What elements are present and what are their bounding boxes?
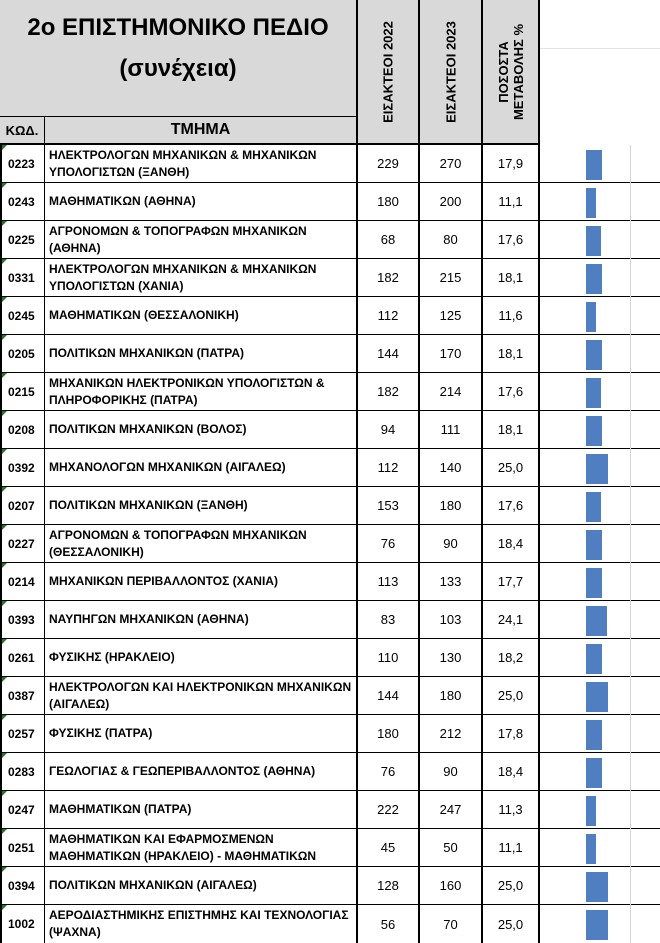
row-code: 0223: [0, 145, 45, 182]
row-bar-cell: [540, 753, 660, 790]
row-code: 0208: [0, 411, 45, 448]
row-bar-cell: [540, 221, 660, 258]
chart-gridline: [630, 601, 631, 639]
table-row: [0, 145, 660, 183]
row-change-percent: 18,1: [483, 411, 540, 448]
row-admitted-2023: 50: [420, 829, 483, 866]
change-bar: [586, 872, 608, 902]
row-admitted-2022: 112: [358, 297, 420, 334]
row-admitted-2023: 160: [420, 867, 483, 904]
chart-gridline: [630, 791, 631, 829]
table-body: [0, 145, 660, 943]
row-admitted-2022: 128: [358, 867, 420, 904]
table-row: [0, 221, 660, 259]
row-code: 0245: [0, 297, 45, 334]
change-bar: [586, 340, 602, 370]
row-code: 0392: [0, 449, 45, 486]
chart-gridline: [630, 335, 631, 373]
row-code: 0283: [0, 753, 45, 790]
column-header-2023: [420, 0, 483, 145]
chart-gridline: [630, 715, 631, 753]
row-change-percent: 18,1: [483, 259, 540, 296]
row-admitted-2023: 130: [420, 639, 483, 676]
row-department: ΑΕΡΟΔΙΑΣΤΗΜΙΚΗΣ ΕΠΙΣΤΗΜΗΣ ΚΑΙ ΤΕΧΝΟΛΟΓΙΑΣ (ΨΑΧΝΑ): [45, 905, 358, 943]
row-bar-cell: [540, 791, 660, 828]
change-bar: [586, 150, 602, 180]
row-department: ΠΟΛΙΤΙΚΩΝ ΜΗΧΑΝΙΚΩΝ (ΑΙΓΑΛΕΩ): [45, 867, 358, 904]
row-admitted-2022: 144: [358, 677, 420, 714]
chart-gridline: [630, 867, 631, 905]
row-change-percent: 24,1: [483, 601, 540, 638]
row-department: ΠΟΛΙΤΙΚΩΝ ΜΗΧΑΝΙΚΩΝ (ΠΑΤΡΑ): [45, 335, 358, 372]
row-department: ΜΑΘΗΜΑΤΙΚΩΝ (ΘΕΣΣΑΛΟΝΙΚΗ): [45, 297, 358, 334]
row-admitted-2022: 229: [358, 145, 420, 182]
row-admitted-2022: 76: [358, 753, 420, 790]
table-row: [0, 373, 660, 411]
table-row: [0, 867, 660, 905]
change-bar: [586, 454, 608, 484]
table-row: [0, 183, 660, 221]
chart-gridline: [630, 639, 631, 677]
row-department: ΜΑΘΗΜΑΤΙΚΩΝ (ΠΑΤΡΑ): [45, 791, 358, 828]
table-row: [0, 639, 660, 677]
row-admitted-2022: 180: [358, 715, 420, 752]
row-code: 0214: [0, 563, 45, 600]
chart-gridline: [630, 677, 631, 715]
row-admitted-2023: 133: [420, 563, 483, 600]
row-department: ΜΑΘΗΜΑΤΙΚΩΝ (ΑΘΗΝΑ): [45, 183, 358, 220]
row-change-percent: 11,1: [483, 829, 540, 866]
change-label-line-1: ΠΟΣΟΣΤΑ: [495, 41, 511, 103]
row-bar-cell: [540, 183, 660, 220]
row-department: ΜΗΧΑΝΙΚΩΝ ΠΕΡΙΒΑΛΛΟΝΤΟΣ (ΧΑΝΙΑ): [45, 563, 358, 600]
column-header-code: ΚΩΔ.: [0, 117, 45, 145]
change-bar: [586, 302, 596, 332]
row-admitted-2022: 83: [358, 601, 420, 638]
change-bar: [586, 378, 601, 408]
row-code: 0243: [0, 183, 45, 220]
row-admitted-2023: 111: [420, 411, 483, 448]
row-change-percent: 17,6: [483, 221, 540, 258]
row-bar-cell: [540, 373, 660, 410]
row-bar-cell: [540, 677, 660, 714]
table-row: [0, 715, 660, 753]
row-admitted-2022: 222: [358, 791, 420, 828]
row-bar-cell: [540, 829, 660, 866]
row-bar-cell: [540, 411, 660, 448]
title-line-2: (συνέχεια): [119, 55, 237, 82]
change-bar: [586, 530, 602, 560]
change-bar: [586, 796, 596, 826]
row-change-percent: 25,0: [483, 449, 540, 486]
table-row: [0, 487, 660, 525]
row-bar-cell: [540, 905, 660, 942]
row-admitted-2023: 103: [420, 601, 483, 638]
row-code: 0225: [0, 221, 45, 258]
change-bar: [586, 492, 601, 522]
chart-gridline: [630, 373, 631, 411]
row-code: 0251: [0, 829, 45, 866]
row-department: ΠΟΛΙΤΙΚΩΝ ΜΗΧΑΝΙΚΩΝ (ΞΑΝΘΗ): [45, 487, 358, 524]
row-code: 1002: [0, 905, 45, 943]
row-change-percent: 11,1: [483, 183, 540, 220]
change-bar: [586, 416, 602, 446]
row-admitted-2023: 70: [420, 905, 483, 943]
chart-gridline: [630, 563, 631, 601]
column-header-department: ΤΜΗΜΑ: [45, 117, 358, 145]
chart-gridline: [630, 297, 631, 335]
row-change-percent: 18,1: [483, 335, 540, 372]
row-bar-cell: [540, 715, 660, 752]
row-code: 0215: [0, 373, 45, 410]
table-row: [0, 449, 660, 487]
row-code: 0247: [0, 791, 45, 828]
row-admitted-2023: 212: [420, 715, 483, 752]
chart-header-area: [540, 0, 660, 145]
row-change-percent: 18,4: [483, 525, 540, 562]
row-change-percent: 25,0: [483, 677, 540, 714]
table-row: [0, 829, 660, 867]
row-bar-cell: [540, 487, 660, 524]
change-bar: [586, 606, 607, 636]
change-bar: [586, 834, 596, 864]
table-title: [0, 0, 358, 117]
row-admitted-2023: 270: [420, 145, 483, 182]
row-bar-cell: [540, 563, 660, 600]
row-bar-cell: [540, 601, 660, 638]
chart-gridline: [630, 449, 631, 487]
row-department: ΦΥΣΙΚΗΣ (ΠΑΤΡΑ): [45, 715, 358, 752]
row-admitted-2023: 180: [420, 677, 483, 714]
change-bar: [586, 758, 602, 788]
change-bar: [586, 568, 602, 598]
table-row: [0, 791, 660, 829]
row-code: 0261: [0, 639, 45, 676]
row-bar-cell: [540, 639, 660, 676]
row-admitted-2022: 94: [358, 411, 420, 448]
row-department: ΜΗΧΑΝΟΛΟΓΩΝ ΜΗΧΑΝΙΚΩΝ (ΑΙΓΑΛΕΩ): [45, 449, 358, 486]
chart-gridline: [630, 221, 631, 259]
table-row: [0, 525, 660, 563]
row-bar-cell: [540, 145, 660, 182]
title-line-1: 2ο ΕΠΙΣΤΗΜΟΝΙΚΟ ΠΕΔΙΟ: [27, 14, 329, 41]
row-admitted-2022: 110: [358, 639, 420, 676]
column-header-change-label: [496, 24, 526, 120]
row-department: ΜΑΘΗΜΑΤΙΚΩΝ ΚΑΙ ΕΦΑΡΜΟΣΜΕΝΩΝ ΜΑΘΗΜΑΤΙΚΩΝ (ΗΡΑΚΛΕΙΟ) - ΜΑΘΗΜΑΤΙΚΩΝ: [45, 829, 358, 866]
row-department: ΜΗΧΑΝΙΚΩΝ ΗΛΕΚΤΡΟΝΙΚΩΝ ΥΠΟΛΟΓΙΣΤΩΝ & ΠΛΗΡΟΦΟΡΙΚΗΣ (ΠΑΤΡΑ): [45, 373, 358, 410]
row-admitted-2023: 214: [420, 373, 483, 410]
row-department: ΗΛΕΚΤΡΟΛΟΓΩΝ ΚΑΙ ΗΛΕΚΤΡΟΝΙΚΩΝ ΜΗΧΑΝΙΚΩΝ (ΑΙΓΑΛΕΩ): [45, 677, 358, 714]
row-admitted-2023: 200: [420, 183, 483, 220]
row-code: 0387: [0, 677, 45, 714]
chart-gridline: [630, 905, 631, 943]
table-row: [0, 677, 660, 715]
column-header-2023-label: ΕΙΣΑΚΤΕΟΙ 2023: [443, 21, 458, 123]
chart-gridline: [630, 183, 631, 221]
row-change-percent: 18,4: [483, 753, 540, 790]
row-code: 0394: [0, 867, 45, 904]
row-admitted-2023: 90: [420, 525, 483, 562]
row-change-percent: 18,2: [483, 639, 540, 676]
row-bar-cell: [540, 335, 660, 372]
change-bar: [586, 910, 608, 940]
row-department: ΑΓΡΟΝΟΜΩΝ & ΤΟΠΟΓΡΑΦΩΝ ΜΗΧΑΝΙΚΩΝ (ΑΘΗΝΑ): [45, 221, 358, 258]
row-change-percent: 11,3: [483, 791, 540, 828]
row-admitted-2023: 125: [420, 297, 483, 334]
row-bar-cell: [540, 449, 660, 486]
row-department: ΠΟΛΙΤΙΚΩΝ ΜΗΧΑΝΙΚΩΝ (ΒΟΛΟΣ): [45, 411, 358, 448]
row-change-percent: 25,0: [483, 905, 540, 943]
chart-gridline: [630, 829, 631, 867]
change-bar: [586, 264, 602, 294]
row-admitted-2022: 68: [358, 221, 420, 258]
row-change-percent: 17,8: [483, 715, 540, 752]
row-department: ΗΛΕΚΤΡΟΛΟΓΩΝ ΜΗΧΑΝΙΚΩΝ & ΜΗΧΑΝΙΚΩΝ ΥΠΟΛΟΓΙΣΤΩΝ (ΧΑΝΙΑ): [45, 259, 358, 296]
row-admitted-2023: 215: [420, 259, 483, 296]
change-bar: [586, 226, 601, 256]
row-admitted-2023: 140: [420, 449, 483, 486]
table-row: [0, 563, 660, 601]
table-row: [0, 601, 660, 639]
chart-gridline: [630, 411, 631, 449]
row-bar-cell: [540, 525, 660, 562]
table-row: [0, 905, 660, 943]
row-admitted-2022: 113: [358, 563, 420, 600]
table-row: [0, 411, 660, 449]
change-bar: [586, 644, 602, 674]
row-admitted-2023: 247: [420, 791, 483, 828]
chart-gridline: [630, 525, 631, 563]
row-code: 0207: [0, 487, 45, 524]
row-department: ΓΕΩΛΟΓΙΑΣ & ΓΕΩΠΕΡΙΒΑΛΛΟΝΤΟΣ (ΑΘΗΝΑ): [45, 753, 358, 790]
row-admitted-2022: 56: [358, 905, 420, 943]
table-row: [0, 335, 660, 373]
row-admitted-2023: 90: [420, 753, 483, 790]
row-change-percent: 17,6: [483, 373, 540, 410]
row-admitted-2022: 180: [358, 183, 420, 220]
row-admitted-2023: 80: [420, 221, 483, 258]
row-code: 0331: [0, 259, 45, 296]
row-code: 0257: [0, 715, 45, 752]
chart-gridline: [540, 48, 660, 49]
row-admitted-2022: 182: [358, 373, 420, 410]
change-bar: [586, 188, 596, 218]
row-department: ΝΑΥΠΗΓΩΝ ΜΗΧΑΝΙΚΩΝ (ΑΘΗΝΑ): [45, 601, 358, 638]
chart-gridline: [630, 487, 631, 525]
row-admitted-2022: 76: [358, 525, 420, 562]
row-admitted-2022: 153: [358, 487, 420, 524]
row-admitted-2023: 170: [420, 335, 483, 372]
table-row: [0, 753, 660, 791]
row-admitted-2022: 112: [358, 449, 420, 486]
row-bar-cell: [540, 259, 660, 296]
change-bar: [586, 720, 602, 750]
column-header-change: [483, 0, 540, 145]
row-department: ΦΥΣΙΚΗΣ (ΗΡΑΚΛΕΙΟ): [45, 639, 358, 676]
change-label-line-2: ΜΕΤΑΒΟΛΗΣ %: [510, 23, 526, 121]
row-change-percent: 25,0: [483, 867, 540, 904]
change-bar: [586, 682, 608, 712]
column-header-2022: [358, 0, 420, 145]
chart-gridline: [630, 753, 631, 791]
row-department: ΗΛΕΚΤΡΟΛΟΓΩΝ ΜΗΧΑΝΙΚΩΝ & ΜΗΧΑΝΙΚΩΝ ΥΠΟΛΟΓΙΣΤΩΝ (ΞΑΝΘΗ): [45, 145, 358, 182]
table-row: [0, 259, 660, 297]
chart-gridline: [630, 145, 631, 183]
row-change-percent: 17,6: [483, 487, 540, 524]
table-row: [0, 297, 660, 335]
row-code: 0227: [0, 525, 45, 562]
row-department: ΑΓΡΟΝΟΜΩΝ & ΤΟΠΟΓΡΑΦΩΝ ΜΗΧΑΝΙΚΩΝ (ΘΕΣΣΑΛΟΝΙΚΗ): [45, 525, 358, 562]
chart-gridline: [630, 259, 631, 297]
row-bar-cell: [540, 297, 660, 334]
row-admitted-2022: 144: [358, 335, 420, 372]
row-change-percent: 17,7: [483, 563, 540, 600]
row-code: 0393: [0, 601, 45, 638]
row-change-percent: 17,9: [483, 145, 540, 182]
row-bar-cell: [540, 867, 660, 904]
row-change-percent: 11,6: [483, 297, 540, 334]
row-admitted-2023: 180: [420, 487, 483, 524]
row-code: 0205: [0, 335, 45, 372]
column-header-2022-label: ΕΙΣΑΚΤΕΟΙ 2022: [380, 21, 396, 123]
row-admitted-2022: 182: [358, 259, 420, 296]
row-admitted-2022: 45: [358, 829, 420, 866]
